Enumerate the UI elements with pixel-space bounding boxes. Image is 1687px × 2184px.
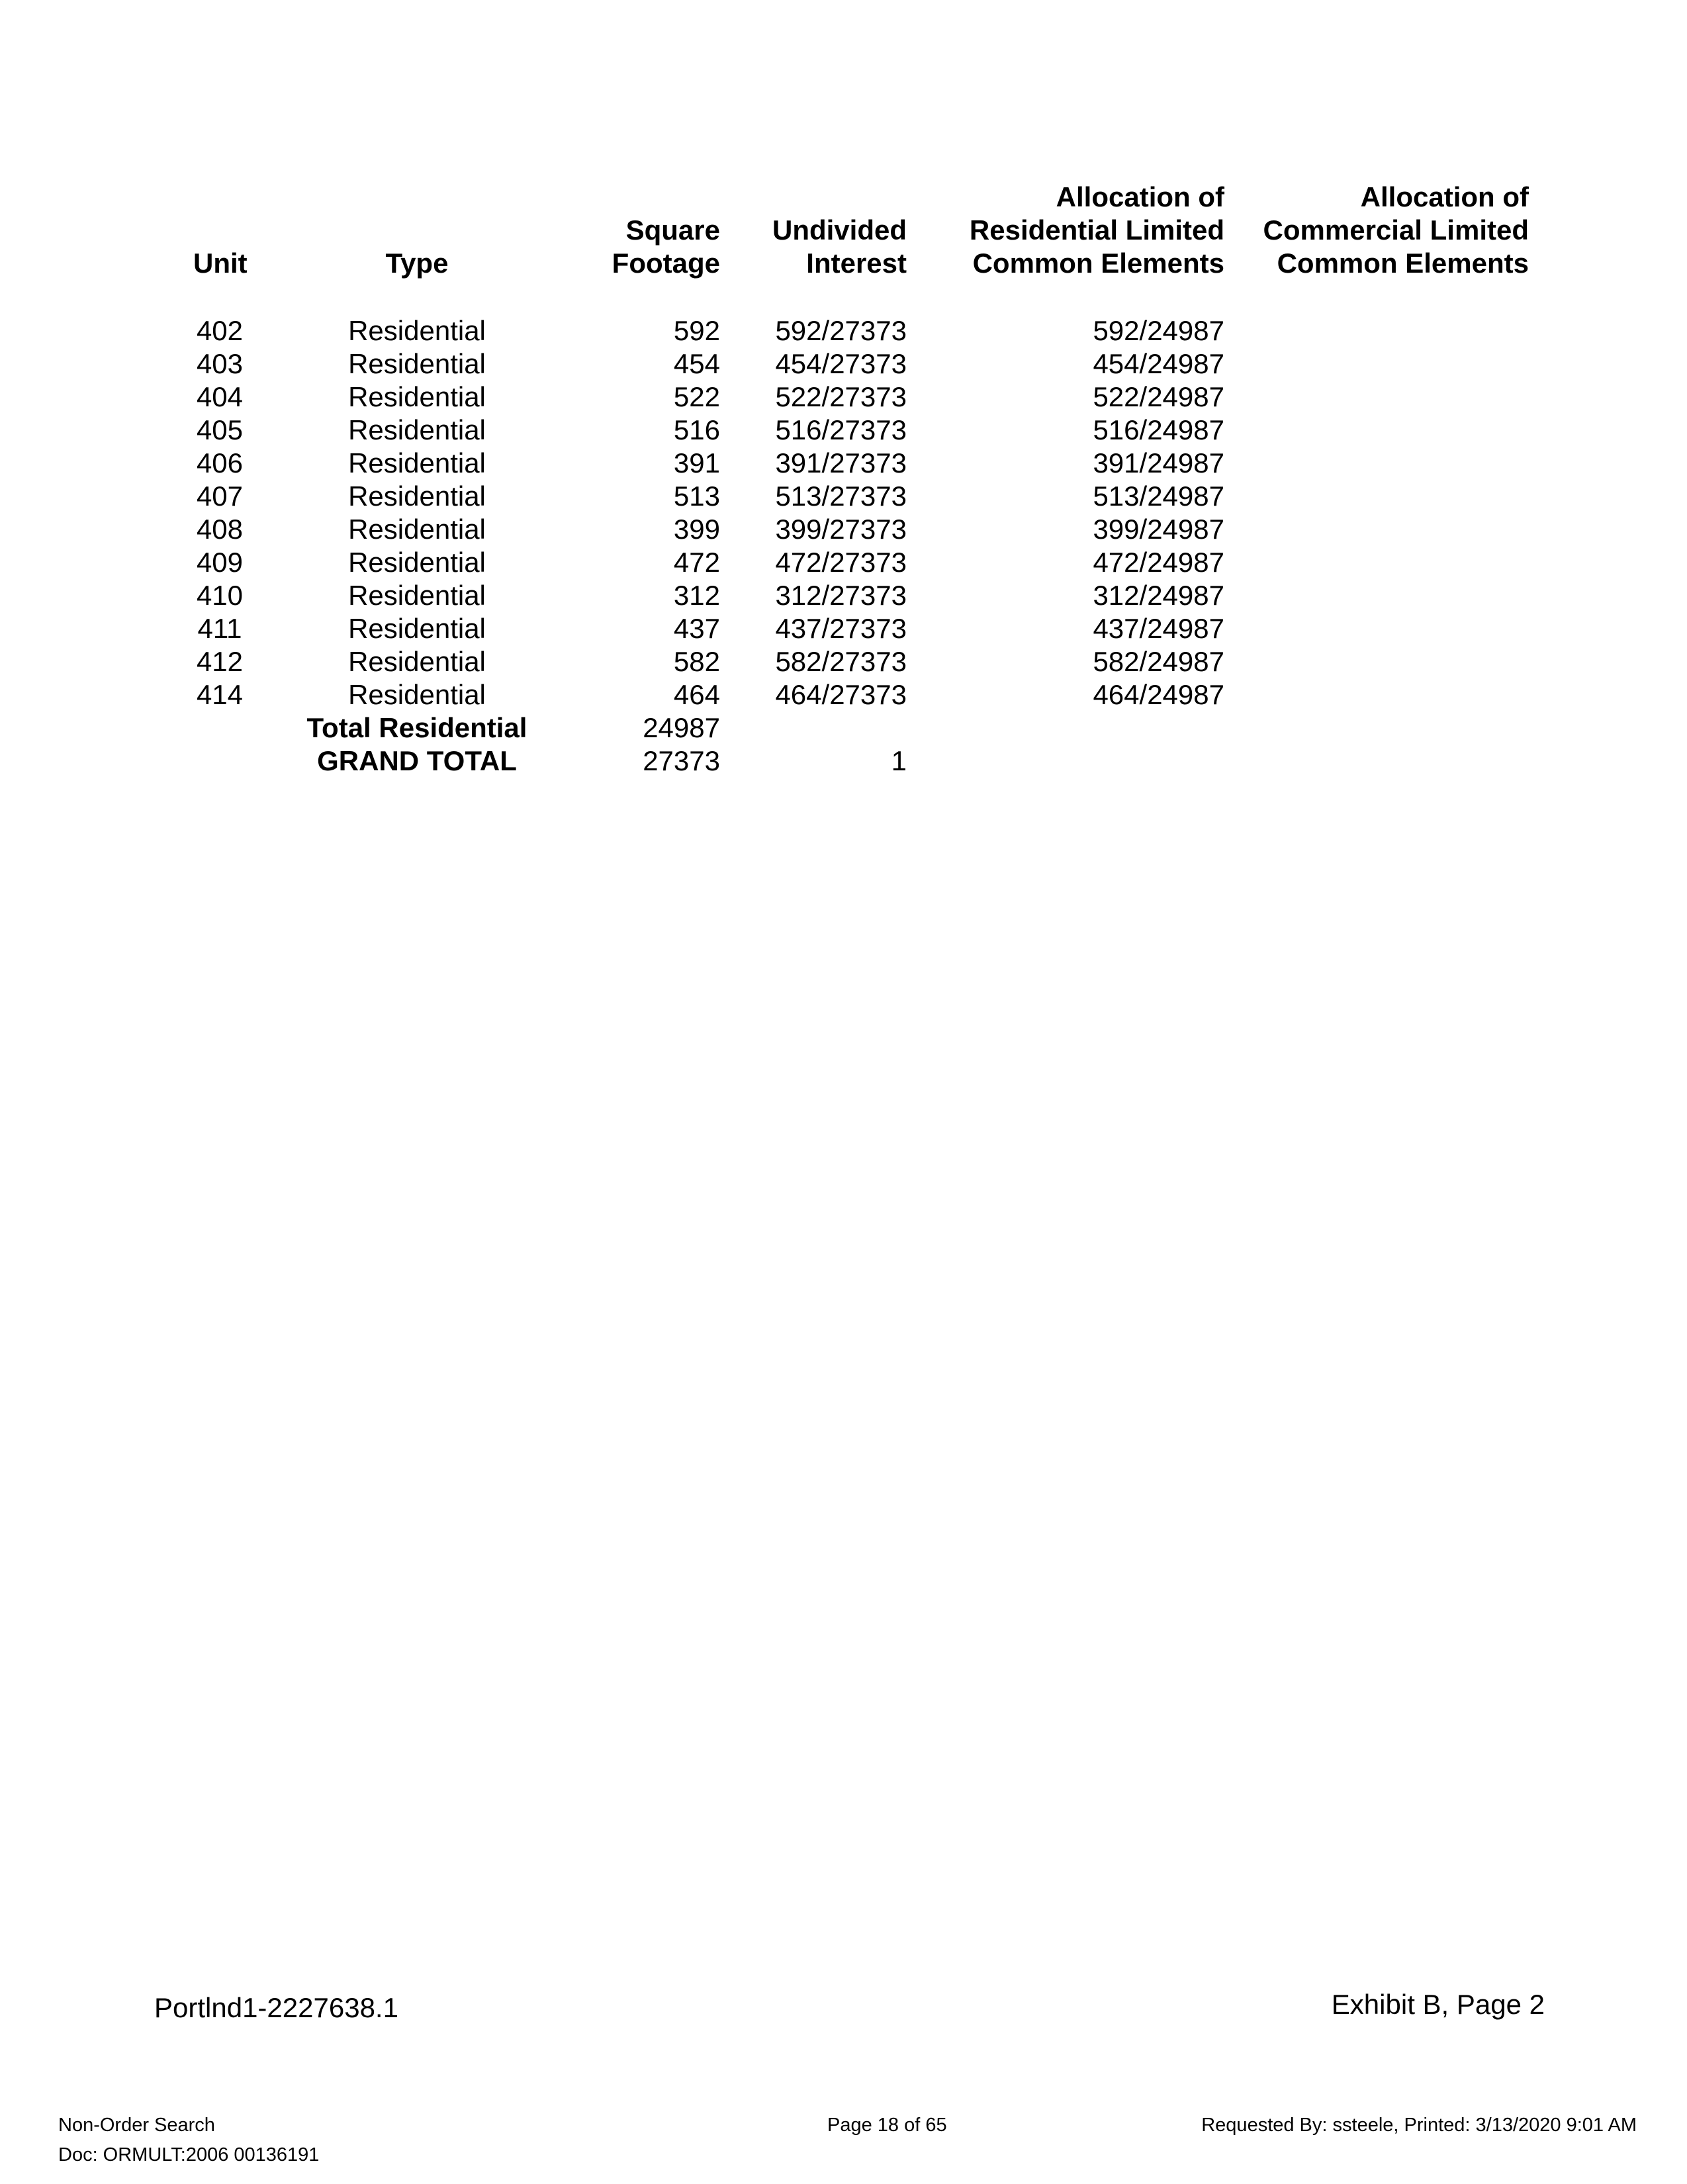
unit-undivided-interest: 516/27373 — [775, 414, 907, 445]
unit-number: 412 — [196, 646, 244, 677]
header-square-footage: Square Footage — [612, 214, 720, 279]
header-type: Type — [385, 248, 449, 279]
unit-undivided-interest: 454/27373 — [775, 348, 907, 379]
unit-type: Residential — [348, 480, 486, 512]
header-commercial-allocation: Allocation of Commercial Limited Common Elements — [1263, 181, 1529, 279]
unit-square-footage: 391 — [673, 447, 720, 478]
grand-total-label: GRAND TOTAL — [317, 745, 517, 776]
total-residential-sqft: 24987 — [643, 712, 720, 743]
unit-residential-allocation: 391/24987 — [1093, 447, 1224, 478]
page-number: Page 18 of 65 — [827, 2115, 947, 2136]
unit-number: 411 — [197, 613, 242, 644]
unit-residential-allocation: 592/24987 — [1093, 315, 1224, 346]
unit-square-footage: 522 — [673, 381, 720, 412]
unit-type: Residential — [348, 547, 486, 578]
unit-number: 405 — [196, 414, 244, 445]
unit-type: Residential — [348, 315, 486, 346]
unit-square-footage: 454 — [673, 348, 720, 379]
unit-residential-allocation: 454/24987 — [1093, 348, 1224, 379]
unit-undivided-interest: 464/27373 — [775, 679, 907, 710]
header-residential-allocation: Allocation of Residential Limited Common Elements — [969, 181, 1224, 279]
total-residential-label: Total Residential — [306, 712, 527, 743]
unit-type: Residential — [348, 414, 486, 445]
unit-square-footage: 437 — [673, 613, 720, 644]
header-undivided-interest: Undivided Interest — [772, 214, 907, 279]
unit-residential-allocation: 522/24987 — [1093, 381, 1224, 412]
unit-number: 410 — [196, 580, 244, 611]
unit-undivided-interest: 513/27373 — [775, 480, 907, 512]
unit-square-footage: 516 — [673, 414, 720, 445]
unit-residential-allocation: 437/24987 — [1093, 613, 1224, 644]
unit-residential-allocation: 582/24987 — [1093, 646, 1224, 677]
exhibit-page: Exhibit B, Page 2 — [1331, 1989, 1545, 2020]
unit-number: 403 — [196, 348, 244, 379]
unit-type: Residential — [348, 580, 486, 611]
unit-number: 402 — [196, 315, 244, 346]
unit-square-footage: 592 — [673, 315, 720, 346]
unit-number: 409 — [196, 547, 244, 578]
unit-square-footage: 399 — [673, 514, 720, 545]
unit-type: Residential — [348, 348, 486, 379]
unit-undivided-interest: 391/27373 — [775, 447, 907, 478]
unit-number: 407 — [196, 480, 244, 512]
unit-square-footage: 472 — [673, 547, 720, 578]
unit-type: Residential — [348, 514, 486, 545]
grand-total-interest: 1 — [891, 745, 907, 776]
unit-square-footage: 513 — [673, 480, 720, 512]
unit-residential-allocation: 399/24987 — [1093, 514, 1224, 545]
unit-number: 414 — [196, 679, 244, 710]
unit-residential-allocation: 516/24987 — [1093, 414, 1224, 445]
unit-square-footage: 312 — [673, 580, 720, 611]
unit-type: Residential — [348, 447, 486, 478]
unit-residential-allocation: 312/24987 — [1093, 580, 1224, 611]
unit-type: Residential — [348, 646, 486, 677]
search-type: Non-Order Search — [58, 2115, 215, 2136]
unit-square-footage: 464 — [673, 679, 720, 710]
unit-undivided-interest: 582/27373 — [775, 646, 907, 677]
header-unit: Unit — [193, 248, 248, 279]
unit-type: Residential — [348, 613, 486, 644]
unit-residential-allocation: 472/24987 — [1093, 547, 1224, 578]
unit-undivided-interest: 522/27373 — [775, 381, 907, 412]
unit-number: 404 — [196, 381, 244, 412]
unit-residential-allocation: 513/24987 — [1093, 480, 1224, 512]
requested-by: Requested By: ssteele, Printed: 3/13/2020 9:01 AM — [1201, 2115, 1637, 2136]
unit-type: Residential — [348, 679, 486, 710]
unit-undivided-interest: 437/27373 — [775, 613, 907, 644]
document-reference: Doc: ORMULT:2006 00136191 — [58, 2144, 320, 2165]
unit-residential-allocation: 464/24987 — [1093, 679, 1224, 710]
unit-undivided-interest: 472/27373 — [775, 547, 907, 578]
unit-number: 408 — [196, 514, 244, 545]
unit-number: 406 — [196, 447, 244, 478]
unit-square-footage: 582 — [673, 646, 720, 677]
document-id: Portlnd1-2227638.1 — [154, 1992, 398, 2023]
grand-total-sqft: 27373 — [643, 745, 720, 776]
unit-type: Residential — [348, 381, 486, 412]
unit-undivided-interest: 399/27373 — [775, 514, 907, 545]
unit-undivided-interest: 312/27373 — [775, 580, 907, 611]
unit-undivided-interest: 592/27373 — [775, 315, 907, 346]
